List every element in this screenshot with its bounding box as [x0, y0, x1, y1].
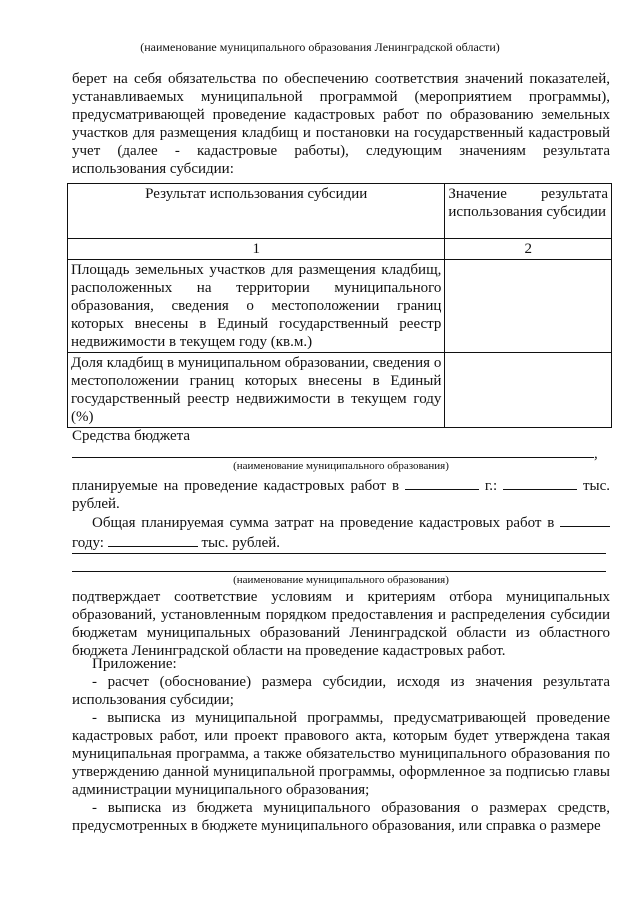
intro-paragraph: берет на себя обязательства по обеспечению соответствия значений показателей, устанавливаемых муниципальной программой (мероприятием программы), предусматривающей проведение кадастровых работ по образованию земельных участков для размещения кладбищ и постановки на государственный кадастровый учет (далее - кадастровые работы), следующим значениям результата использования субсидии: [72, 71, 610, 177]
appendix-item-1: - расчет (обоснование) размера субсидии, исходя из значения результата использования субсидии; [72, 674, 610, 708]
planned-unit: тыс. рублей. [72, 478, 610, 512]
planned-funds-paragraph [72, 475, 610, 513]
amount-input-blank[interactable] [503, 475, 577, 490]
planned-year-suffix: г.: [484, 478, 498, 494]
confirms-paragraph: подтверждает соответствие условиям и критериям отбора муниципальных образований, установленным порядком предоставления и распределения субсидии бюджетам муниципальных образований Ленинградской области из областного бюджета Ленинградской области на проведение кадастровых работ. [72, 589, 610, 659]
total-costs-paragraph [72, 512, 610, 552]
municipality-header-caption: (наименование муниципального образования Ленинградской области) [140, 40, 500, 54]
municipality-fill-line-2 [72, 571, 606, 572]
year-input-blank[interactable] [405, 475, 479, 490]
budget-funds-label: Средства бюджета [72, 428, 191, 444]
col-header-value: Значение результата использования субсидии [445, 184, 612, 239]
municipality-caption-1: (наименование муниципального образования) [233, 460, 449, 472]
appendix-item-3: - выписка из бюджета муниципального образования о размерах средств, предусмотренных в бюджете муниципального образования, или справка о размере [72, 800, 610, 834]
total-amount-blank[interactable] [108, 532, 198, 547]
appendix-heading: Приложение: [92, 656, 177, 672]
col-number-1: 1 [68, 239, 445, 260]
total-year-label: году: [72, 535, 104, 551]
comma-mark: , [594, 446, 598, 462]
table-header-row [68, 184, 612, 239]
table-row [68, 260, 612, 353]
planned-text-start: планируемые на проведение кадастровых работ в [72, 478, 400, 494]
appendix-item-2: - выписка из муниципальной программы, предусматривающей проведение кадастровых работ, или проект правового акта, которым будет утверждена такая муниципальная программа, а также обязательство муниципального образования по утверждению данной муниципальной программы, оформленное за подписью главы администрации муниципального образования; [72, 710, 610, 798]
municipality-fill-line-1 [72, 457, 594, 458]
table-row [68, 353, 612, 428]
table-number-row [68, 239, 612, 260]
blank-line-2 [72, 553, 606, 554]
municipality-caption-2: (наименование муниципального образования) [233, 574, 449, 586]
total-year-blank[interactable] [560, 512, 610, 527]
total-text-start: Общая планируемая сумма затрат на проведение кадастровых работ в [92, 515, 555, 531]
results-table [67, 183, 612, 428]
row-1-result: Площадь земельных участков для размещения кладбищ, расположенных на территории муниципального образования, сведения о местоположении границ которых внесены в Единый государственный реестр недвижимости в текущем году (кв.м.) [68, 260, 445, 353]
total-unit: тыс. рублей. [201, 535, 281, 551]
col-header-result: Результат использования субсидии [68, 184, 445, 239]
col-number-2: 2 [445, 239, 612, 260]
row-2-result: Доля кладбищ в муниципальном образовании, сведения о местоположении границ которых внесены в Единый государственный реестр недвижимости в текущем году (%) [68, 353, 445, 428]
row-1-value [445, 260, 612, 353]
row-2-value [445, 353, 612, 428]
